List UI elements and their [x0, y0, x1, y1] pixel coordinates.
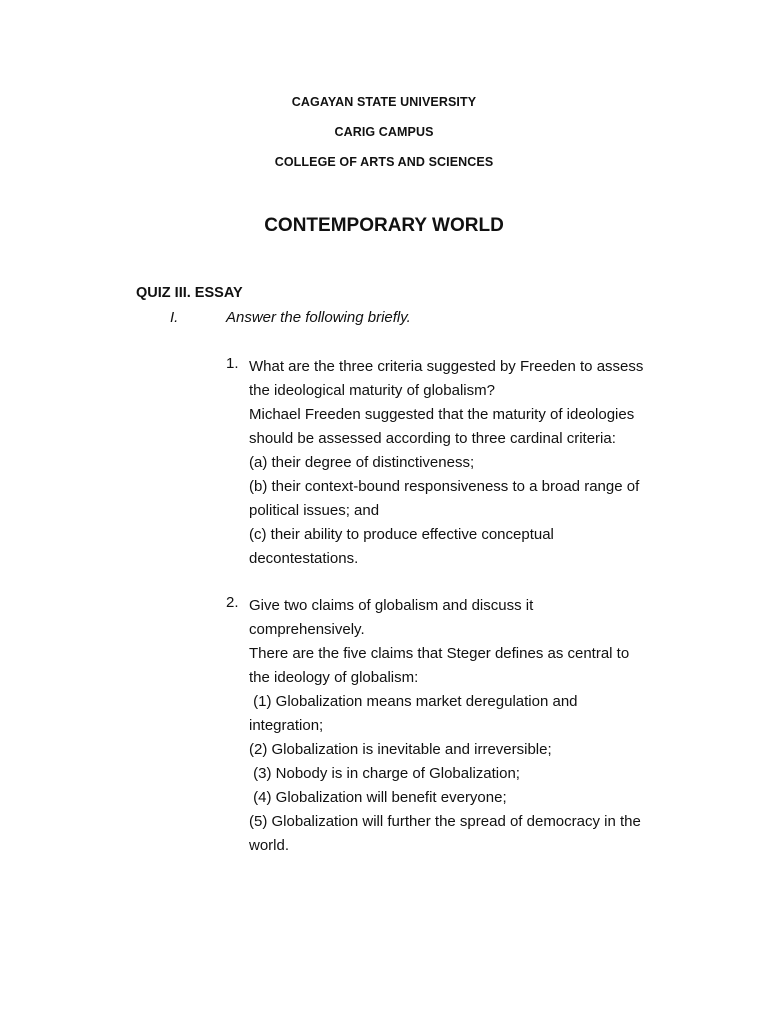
university-name: CAGAYAN STATE UNIVERSITY [291, 95, 477, 109]
answer-line: (4) Globalization will benefit everyone; [249, 789, 507, 806]
answer-line: decontestations. [249, 550, 359, 567]
section-instruction: Answer the following briefly. [226, 309, 411, 326]
document-title: CONTEMPORARY WORLD [264, 215, 504, 236]
college-name: COLLEGE OF ARTS AND SCIENCES [274, 155, 494, 169]
question-line: Give two claims of globalism and discuss it [249, 597, 534, 614]
answer-line: (2) Globalization is inevitable and irreversible; [249, 741, 552, 758]
answer-line: There are the five claims that Steger defines as central to [249, 645, 630, 662]
question-line: What are the three criteria suggested by Freeden to assess [249, 358, 644, 375]
question-number: 2. [226, 594, 239, 611]
answer-line: (3) Nobody is in charge of Globalization; [249, 765, 520, 782]
answer-line: world. [249, 837, 290, 854]
answer-line: integration; [249, 717, 324, 734]
question-line: the ideological maturity of globalism? [249, 382, 495, 399]
question-2-block [249, 594, 689, 858]
answer-line: (c) their ability to produce effective conceptual [249, 526, 554, 543]
section-numeral: I. [170, 309, 179, 326]
answer-line: the ideology of globalism: [249, 669, 419, 686]
question-number: 1. [226, 355, 239, 372]
question-line: comprehensively. [249, 621, 365, 638]
answer-line: (5) Globalization will further the spread of democracy in the [249, 813, 641, 830]
answer-line: should be assessed according to three cardinal criteria: [249, 430, 616, 447]
answer-line: (1) Globalization means market deregulation and [249, 693, 578, 710]
campus-name: CARIG CAMPUS [334, 125, 434, 139]
answer-line: political issues; and [249, 502, 380, 519]
question-1-block [249, 355, 689, 571]
quiz-heading: QUIZ III. ESSAY [136, 285, 243, 301]
answer-line: Michael Freeden suggested that the maturity of ideologies [249, 406, 635, 423]
answer-line: (a) their degree of distinctiveness; [249, 454, 475, 471]
answer-line: (b) their context-bound responsiveness to a broad range of [249, 478, 640, 495]
